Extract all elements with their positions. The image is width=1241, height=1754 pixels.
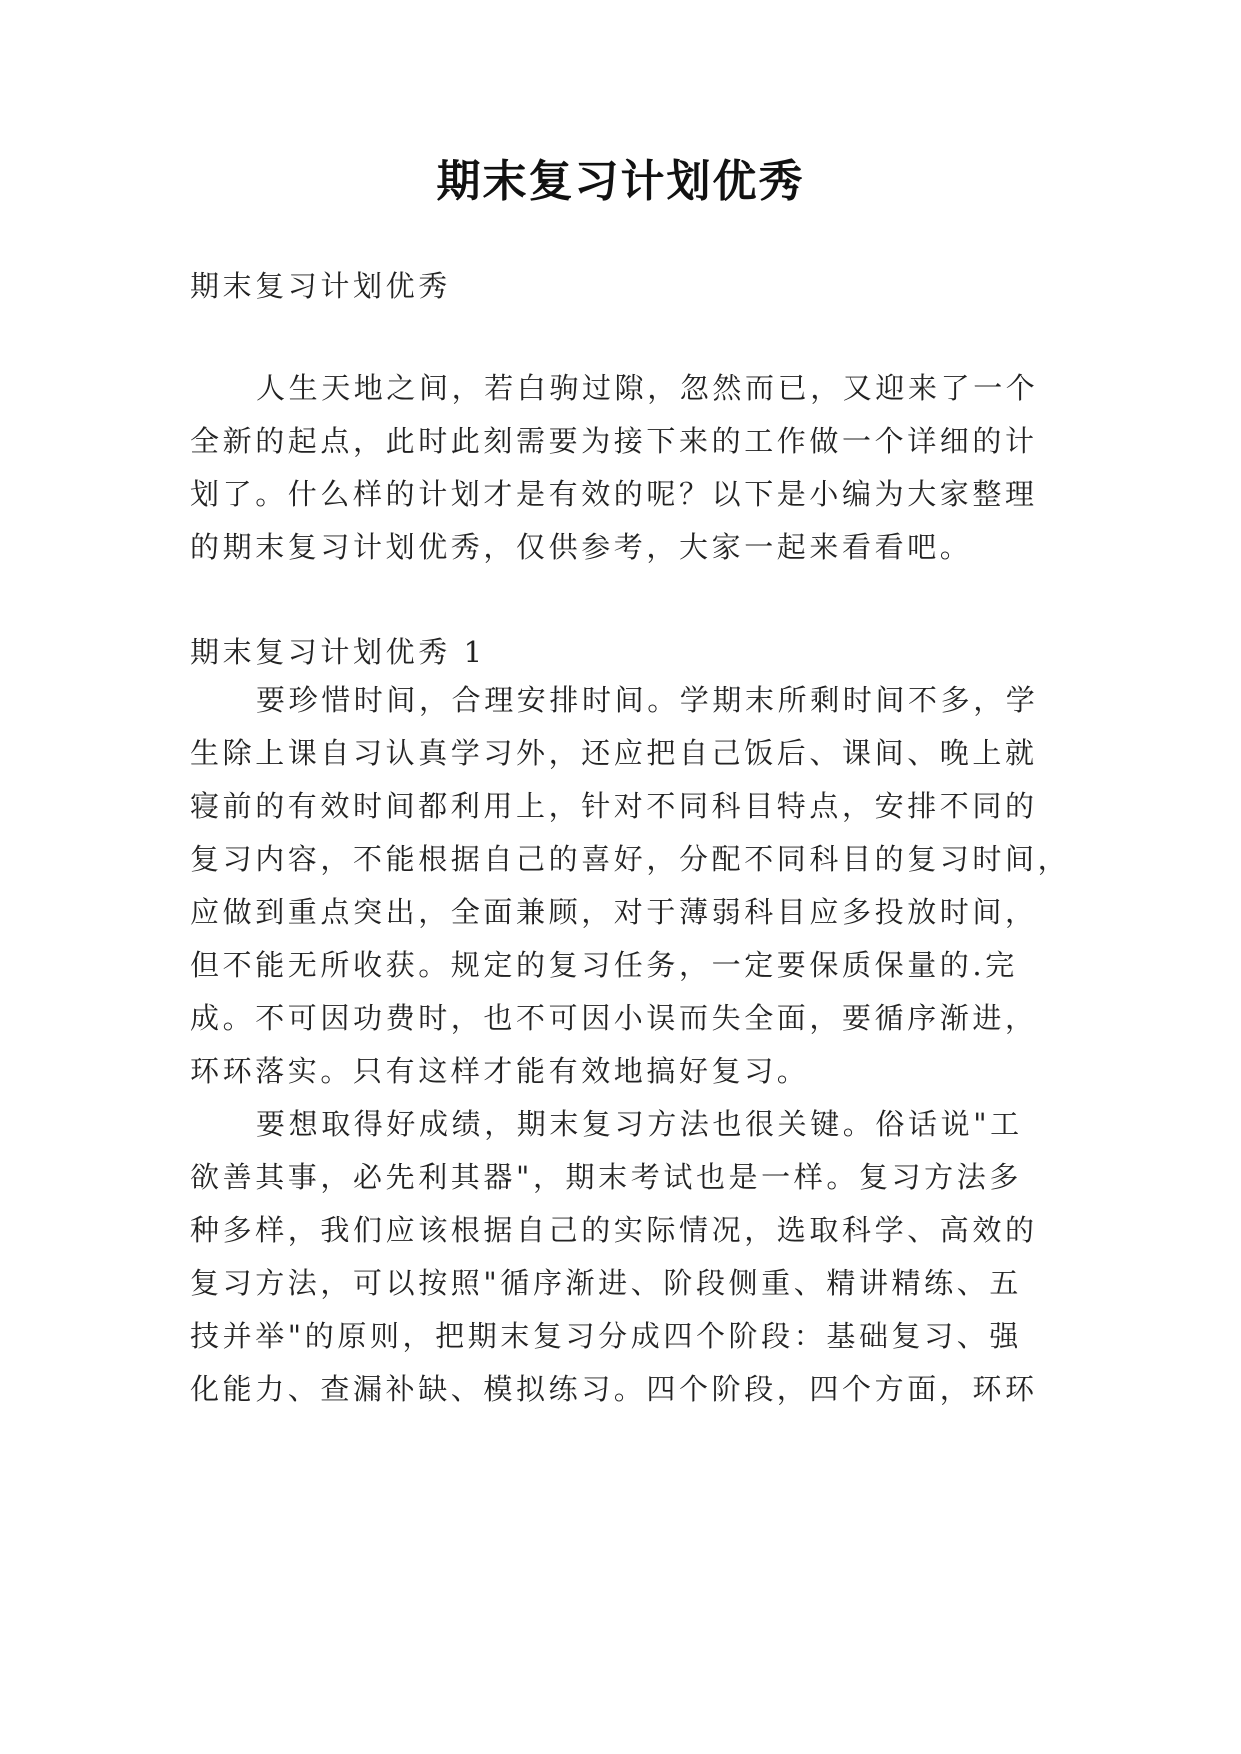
paragraph-line: 化能力、查漏补缺、模拟练习。四个阶段，四个方面，环环 [190,1372,1038,1406]
paragraph-line: 应做到重点突出，全面兼顾，对于薄弱科目应多投放时间， [190,895,1038,929]
paragraph-line: 要珍惜时间，合理安排时间。学期末所剩时间不多，学 [256,683,1039,717]
paragraph-line: 技并举"的原则，把期末复习分成四个阶段：基础复习、强 [190,1319,1022,1353]
intro-line: 的期末复习计划优秀，仅供参考，大家一起来看看吧。 [190,530,973,564]
document-subtitle: 期末复习计划优秀 [190,269,451,303]
paragraph-line: 生除上课自习认真学习外，还应把自己饭后、课间、晚上就 [190,736,1038,770]
paragraph-line: 欲善其事，必先利其器"，期末考试也是一样。复习方法多 [190,1160,1022,1194]
document-title: 期末复习计划优秀 [436,156,805,207]
intro-line: 全新的起点，此时此刻需要为接下来的工作做一个详细的计 [190,424,1038,458]
paragraph-line: 复习内容，不能根据自己的喜好，分配不同科目的复习时间， [190,842,1071,876]
paragraph-line: 寝前的有效时间都利用上，针对不同科目特点，安排不同的 [190,789,1038,823]
section-heading: 期末复习计划优秀 1 [190,635,486,669]
paragraph-line: 复习方法，可以按照"循序渐进、阶段侧重、精讲精练、五 [190,1266,1022,1300]
paragraph-line: 要想取得好成绩，期末复习方法也很关键。俗话说"工 [256,1107,1023,1141]
intro-line: 划了。什么样的计划才是有效的呢？以下是小编为大家整理 [190,477,1038,511]
paragraph-line: 但不能无所收获。规定的复习任务，一定要保质保量的.完 [190,948,1018,982]
paragraph-line: 环环落实。只有这样才能有效地搞好复习。 [190,1054,810,1088]
paragraph-line: 种多样，我们应该根据自己的实际情况，选取科学、高效的 [190,1213,1038,1247]
intro-line: 人生天地之间，若白驹过隙，忽然而已，又迎来了一个 [256,371,1039,405]
paragraph-line: 成。不可因功费时，也不可因小误而失全面，要循序渐进， [190,1001,1038,1035]
